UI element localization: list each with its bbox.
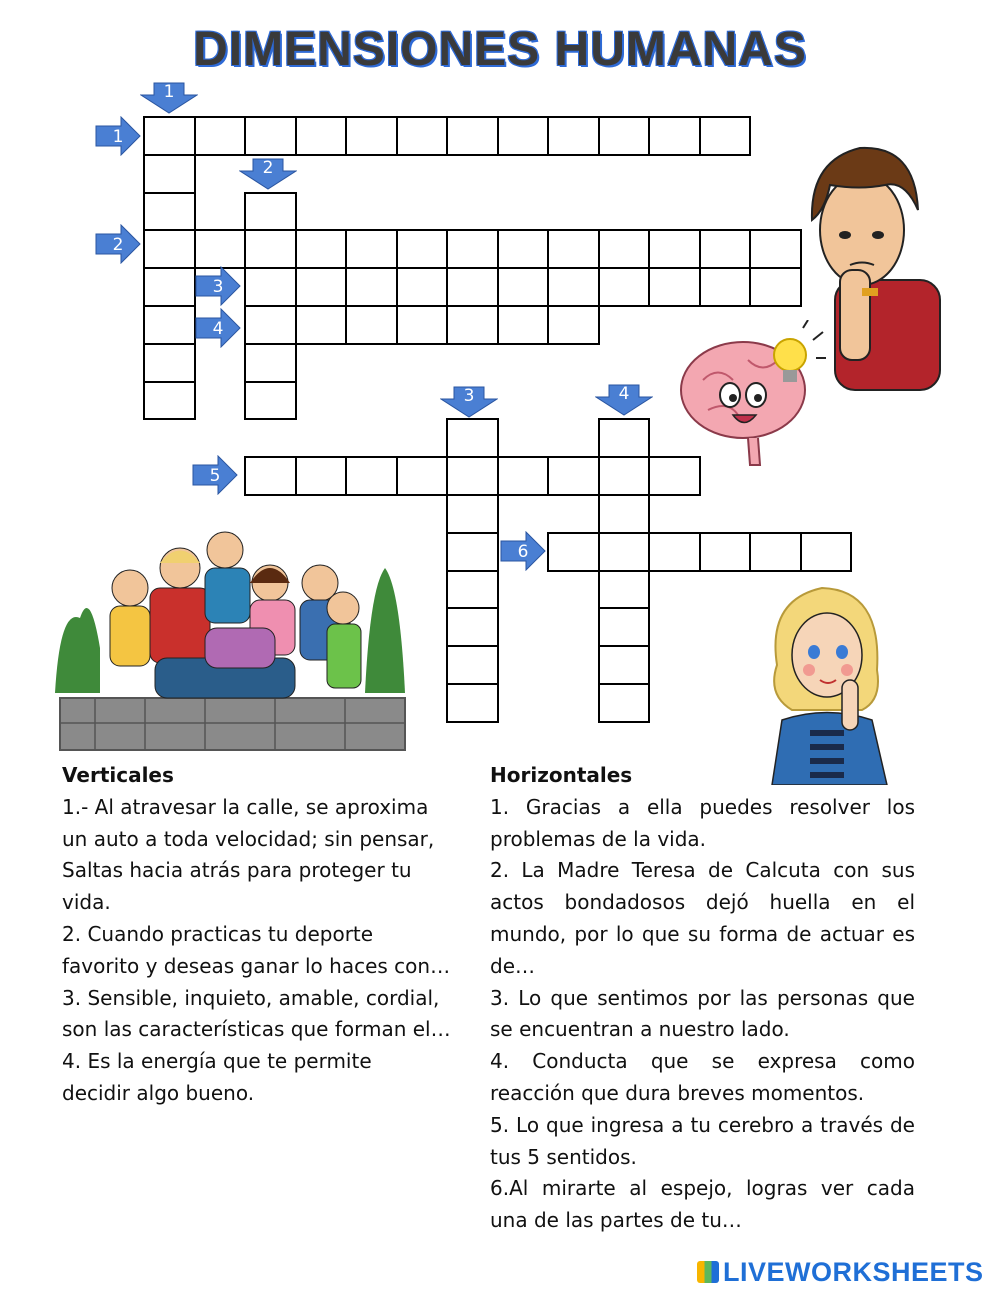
crossword-cell[interactable] <box>345 305 398 345</box>
crossword-cell[interactable] <box>396 305 449 345</box>
down-arrow-icon-v4 <box>595 384 653 416</box>
crossword-cell[interactable] <box>244 192 297 232</box>
crossword-cell[interactable] <box>497 229 550 269</box>
right-arrow-icon-h1 <box>95 116 141 156</box>
crossword-cell[interactable] <box>749 229 802 269</box>
crossword-cell[interactable] <box>648 267 701 307</box>
verticales-line: 2. Cuando practicas tu deporte <box>62 921 374 946</box>
crossword-cell[interactable] <box>547 305 600 345</box>
right-arrow-icon-h5 <box>192 455 238 495</box>
crossword-cell[interactable] <box>598 494 651 534</box>
crossword-cell[interactable] <box>699 267 752 307</box>
arrow-label: 3 <box>212 277 224 297</box>
crossword-cell[interactable] <box>598 418 651 458</box>
crossword-cell[interactable] <box>295 456 348 496</box>
crossword-cell[interactable] <box>547 267 600 307</box>
crossword-cell[interactable] <box>648 116 701 156</box>
crossword-cell[interactable] <box>749 267 802 307</box>
horizontales-heading: Horizontales <box>490 763 633 787</box>
right-arrow-icon-h2 <box>95 224 141 264</box>
crossword-cell[interactable] <box>143 192 196 232</box>
crossword-cell[interactable] <box>497 456 550 496</box>
clues-verticales <box>62 760 472 1110</box>
verticales-line: son las características que forman el… <box>62 1017 451 1042</box>
verticales-line: favorito y deseas ganar lo haces con… <box>62 953 451 978</box>
crossword-cell[interactable] <box>345 116 398 156</box>
verticales-line: 1.- Al atravesar la calle, se aproxima <box>62 794 429 819</box>
crossword-cell[interactable] <box>194 116 247 156</box>
verticales-line: 3. Sensible, inquieto, amable, cordial, <box>62 985 440 1010</box>
crossword-cell[interactable] <box>345 267 398 307</box>
crossword-cell[interactable] <box>244 305 297 345</box>
crossword-cell[interactable] <box>295 305 348 345</box>
verticales-line: decidir algo bueno. <box>62 1080 255 1105</box>
arrow-label: 2 <box>112 235 124 255</box>
verticales-heading: Verticales <box>62 763 174 787</box>
crossword-cell[interactable] <box>143 229 196 269</box>
crossword-cell[interactable] <box>143 381 196 421</box>
verticales-line: vida. <box>62 890 111 915</box>
crossword-cell[interactable] <box>446 532 499 572</box>
crossword-cell[interactable] <box>295 116 348 156</box>
horizontal-clue-1: 1. Gracias a ella puedes resolver los problemas de la vida. <box>490 794 915 851</box>
horizontal-clue-3: 3. Lo que sentimos por las personas que se encuentran a nuestro lado. <box>490 985 915 1042</box>
page-title: DIMENSIONES HUMANAS <box>193 23 807 76</box>
crossword-cell[interactable] <box>446 418 499 458</box>
horizontal-clue-5: 5. Lo que ingresa a tu cerebro a través de tus 5 sentidos. <box>490 1112 915 1169</box>
crossword-cell[interactable] <box>345 456 398 496</box>
crossword-cell[interactable] <box>598 229 651 269</box>
crossword-cell[interactable] <box>194 229 247 269</box>
crossword-cell[interactable] <box>396 267 449 307</box>
crossword-cell[interactable] <box>446 645 499 685</box>
crossword-cell[interactable] <box>699 116 752 156</box>
crossword-cell[interactable] <box>446 494 499 534</box>
crossword-cell[interactable] <box>699 532 752 572</box>
crossword-cell[interactable] <box>244 116 297 156</box>
crossword-cell[interactable] <box>244 229 297 269</box>
arrow-label: 6 <box>517 542 529 562</box>
crossword-cell[interactable] <box>143 267 196 307</box>
crossword-cell[interactable] <box>547 456 600 496</box>
crossword-cell[interactable] <box>547 116 600 156</box>
arrow-label: 2 <box>262 158 274 178</box>
crossword-cell[interactable] <box>244 267 297 307</box>
arrow-label: 1 <box>112 127 124 147</box>
verticales-line: Saltas hacia atrás para proteger tu <box>62 858 412 883</box>
crossword-cell[interactable] <box>244 381 297 421</box>
crossword-cell[interactable] <box>446 305 499 345</box>
crossword-cell[interactable] <box>497 305 550 345</box>
crossword-cell[interactable] <box>295 267 348 307</box>
arrow-label: 3 <box>463 386 475 406</box>
crossword-cell[interactable] <box>446 570 499 610</box>
crossword-cell[interactable] <box>749 532 802 572</box>
crossword-cell[interactable] <box>446 229 499 269</box>
crossword-cell[interactable] <box>244 456 297 496</box>
crossword-cell[interactable] <box>143 343 196 383</box>
crossword-cell[interactable] <box>345 229 398 269</box>
crossword-cell[interactable] <box>598 456 651 496</box>
crossword-cell[interactable] <box>446 683 499 723</box>
crossword-cell[interactable] <box>446 456 499 496</box>
crossword-cell[interactable] <box>598 116 651 156</box>
down-arrow-icon-v1 <box>140 82 198 114</box>
clues-horizontales <box>490 760 915 1237</box>
crossword-cell[interactable] <box>699 229 752 269</box>
crossword-cell[interactable] <box>598 683 651 723</box>
crossword-cell[interactable] <box>497 267 550 307</box>
verticales-line: un auto a toda velocidad; sin pensar, <box>62 826 435 851</box>
crossword-cell[interactable] <box>295 229 348 269</box>
crossword-cell[interactable] <box>244 343 297 383</box>
crossword-cell[interactable] <box>446 607 499 647</box>
right-arrow-icon-h6 <box>500 531 546 571</box>
horizontal-clue-2: 2. La Madre Teresa de Calcuta con sus actos bondadosos dejó huella en el mundo, por lo que su forma de actuar es de… <box>490 858 915 978</box>
crossword-cell[interactable] <box>396 456 449 496</box>
arrow-label: 4 <box>618 384 630 404</box>
crossword-cell[interactable] <box>598 570 651 610</box>
crossword-cell[interactable] <box>143 305 196 345</box>
right-arrow-icon-h3 <box>195 266 241 306</box>
down-arrow-icon-v3 <box>440 386 498 418</box>
arrow-label: 5 <box>209 466 221 486</box>
brand-name: LIVEWORKSHEETS <box>723 1257 984 1287</box>
down-arrow-icon-v2 <box>239 158 297 190</box>
liveworksheets-logo <box>697 1257 984 1288</box>
thinking-girl-illustration <box>762 580 892 785</box>
crossword-cell[interactable] <box>396 229 449 269</box>
crossword-cell[interactable] <box>547 229 600 269</box>
crossword-cell[interactable] <box>598 267 651 307</box>
group-of-friends-illustration <box>55 528 410 753</box>
arrow-label: 4 <box>212 319 224 339</box>
crossword-cell[interactable] <box>446 116 499 156</box>
crossword-cell[interactable] <box>648 532 701 572</box>
crossword-cell[interactable] <box>598 607 651 647</box>
arrow-label: 1 <box>163 82 175 102</box>
crossword-cell[interactable] <box>648 229 701 269</box>
horizontal-clue-6: 6.Al mirarte al espejo, logras ver cada una de las partes de tu… <box>490 1176 915 1233</box>
crossword-cell[interactable] <box>598 645 651 685</box>
crossword-cell[interactable] <box>396 116 449 156</box>
crossword-cell[interactable] <box>547 532 600 572</box>
horizontal-clue-4: 4. Conducta que se expresa como reacción que dura breves momentos. <box>490 1049 915 1105</box>
crossword-cell[interactable] <box>143 154 196 194</box>
verticales-line: 4. Es la energía que te permite <box>62 1049 372 1074</box>
crossword-cell[interactable] <box>143 116 196 156</box>
right-arrow-icon-h4 <box>195 308 241 348</box>
crossword-cell[interactable] <box>497 116 550 156</box>
crossword-cell[interactable] <box>598 532 651 572</box>
crossword-cell[interactable] <box>446 267 499 307</box>
brain-lightbulb-illustration <box>678 320 828 470</box>
crossword-cell[interactable] <box>800 532 853 572</box>
logo-icon <box>697 1261 719 1283</box>
